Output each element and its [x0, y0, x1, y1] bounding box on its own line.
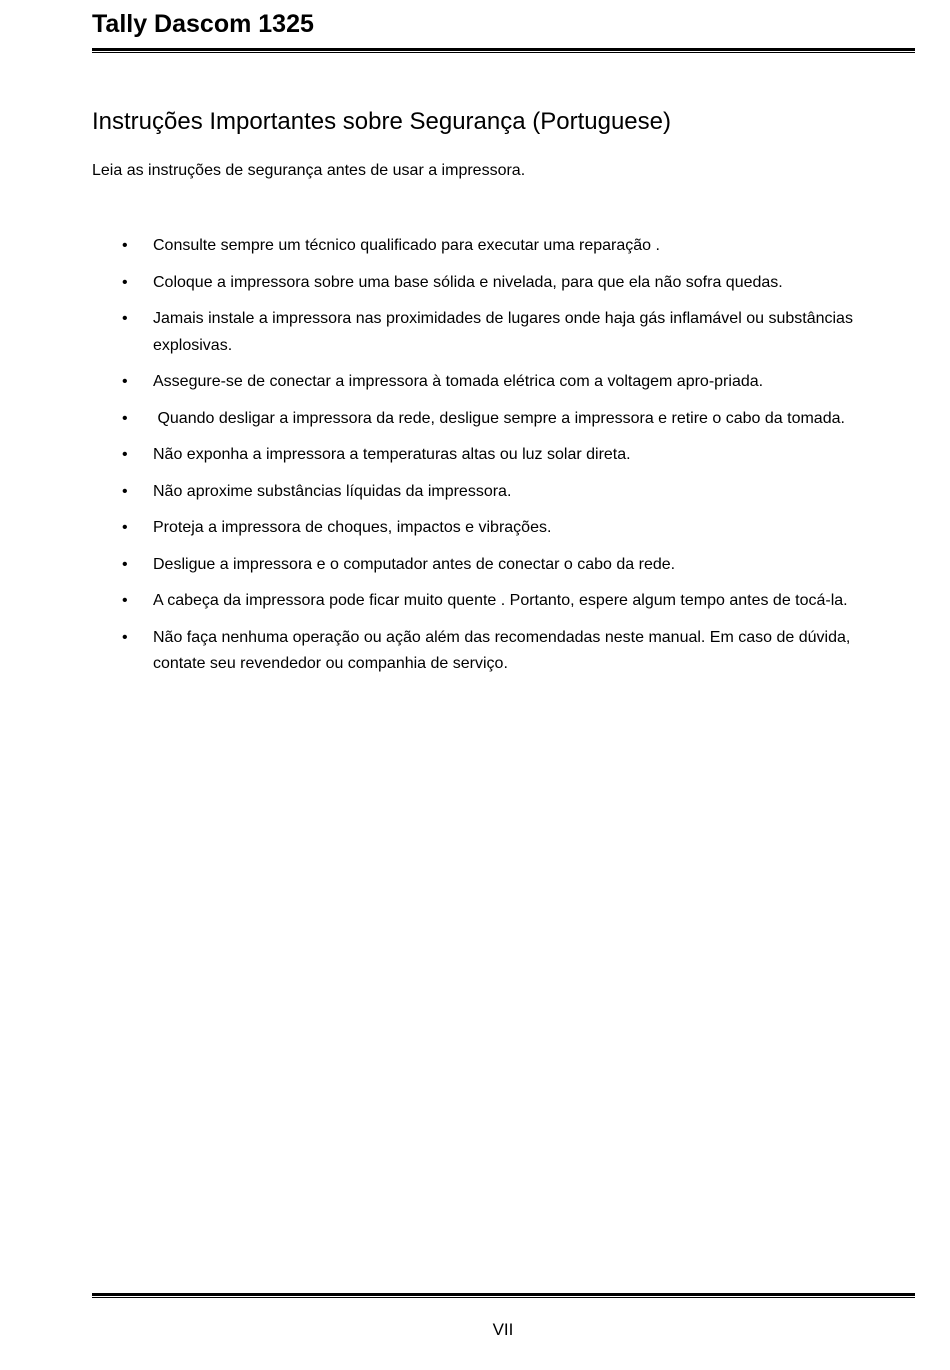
list-item-text: Consulte sempre um técnico qualificado para executar uma reparação . — [153, 237, 660, 254]
footer-divider — [92, 1293, 915, 1298]
header-divider — [92, 48, 915, 53]
list-item — [92, 515, 907, 542]
safety-instructions-list — [92, 233, 907, 688]
list-item-text: Não aproxime substâncias líquidas da impressora. — [153, 482, 512, 500]
list-item — [92, 369, 907, 396]
list-item — [92, 233, 907, 260]
bullet-icon: • — [122, 482, 128, 500]
list-item — [92, 306, 907, 359]
list-item — [92, 442, 907, 469]
bullet-icon: • — [122, 519, 128, 536]
list-item-text: Proteja a impressora de choques, impactos e vibrações. — [153, 519, 552, 536]
list-item-text: Não faça nenhuma operação ou ação além das recomendadas neste manual. Em caso de dúvida, contate seu revendedor ou companhia de serviço. — [153, 628, 851, 672]
list-item-text: A cabeça da impressora pode ficar muito quente . Portanto, espere algum tempo antes de tocá-la. — [153, 592, 848, 609]
bullet-icon: • — [122, 273, 128, 291]
section-heading: Instruções Importantes sobre Segurança (Portuguese) — [92, 108, 671, 135]
bullet-icon: • — [122, 409, 128, 427]
list-item — [92, 588, 907, 615]
list-item-text: Jamais instale a impressora nas proximidades de lugares onde haja gás inflamável ou substâncias explosivas. — [153, 310, 853, 354]
list-item-text: Desligue a impressora e o computador antes de conectar o cabo da rede. — [153, 555, 676, 573]
list-item-text: Quando desligar a impressora da rede, desligue sempre a impressora e retire o cabo da tomada. — [153, 409, 845, 427]
document-header-title: Tally Dascom 1325 — [92, 10, 314, 38]
list-item — [92, 406, 907, 433]
list-item — [92, 625, 907, 678]
list-item-text: Coloque a impressora sobre uma base sólida e nivelada, para que ela não sofra quedas. — [153, 273, 783, 291]
bullet-icon: • — [122, 373, 128, 390]
bullet-icon: • — [122, 555, 128, 573]
list-item-text: Não exponha a impressora a temperaturas altas ou luz solar direta. — [153, 446, 631, 463]
bullet-icon: • — [122, 628, 128, 646]
list-item — [92, 552, 907, 579]
bullet-icon: • — [122, 446, 128, 463]
bullet-icon: • — [122, 592, 128, 609]
bullet-icon: • — [122, 310, 128, 327]
intro-paragraph: Leia as instruções de segurança antes de usar a impressora. — [92, 162, 526, 179]
bullet-icon: • — [122, 237, 128, 254]
list-item — [92, 270, 907, 297]
list-item-text: Assegure-se de conectar a impressora à tomada elétrica com a voltagem apro-priada. — [153, 373, 764, 390]
list-item — [92, 479, 907, 506]
page-number: VII — [492, 1320, 514, 1339]
